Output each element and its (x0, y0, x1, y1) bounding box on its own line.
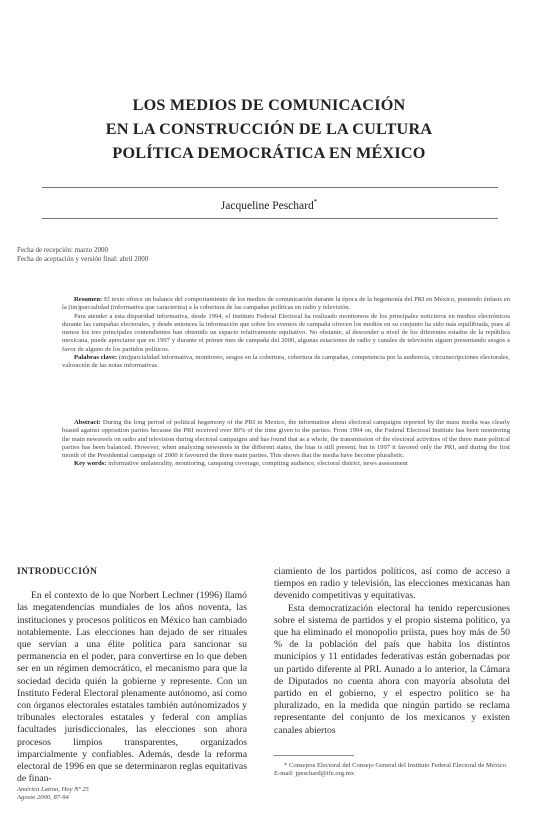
resumen-text-2: Para atender a esta disparidad informativa, desde 1994, el Instituto Federal Electoral ha realizado monitoreos de los principales noticieros en medios electrónicos durante las campañas electorales, y desde entonces la información que sobre los eventos de campaña ofrecen los medios en su conjunto ha sido más equilibrada, pues al menos los tres principales contendientes han obtenido un espacio relativamente equitativo. No obstante, al descender a nivel de los diferentes estados de la república mexicana, puede apreciarse que en 1997 y durante el primer mes de campaña del 2000, algunas estaciones de radio y canales de televisión siguen presentando sesgos a favor de alguno de los partidos políticos. (62, 312, 510, 353)
journal-name: América Latina, Hoy Nº 25 (17, 786, 89, 793)
title-rule-top (42, 187, 498, 188)
submission-dates (17, 246, 148, 264)
title-rule-bottom (42, 218, 498, 219)
accepted-date: Fecha de aceptación y versión final: abril 2000 (17, 255, 149, 263)
palabras-clave-text: (im)parcialidad informativa, monitoreo, sesgos en la cobertura, cobertura de campañas, competencia por la audiencia, circunscripciones electorales, valoración de las notas informativas. (62, 354, 510, 370)
body-paragraph: Esta democratización electoral ha tenido repercusiones sobre el sistema de partidos y el propio sistema político, ya que ha eliminado el monopolio priista, pues hoy más de 50 % de la población del país que habita los distintos municipios y 11 entidades federativas están gobernadas por un partido diferente al PRI. Aunado a lo anterior, la Cámara de Diputados no cuenta ahora con mayoría absoluta del partido en el gobierno, y el espectro político se ha pluralizado, en la medida que ningún partido se reclama representante del conjunto de los mexicanos y existen canales abiertos (274, 602, 510, 736)
author (0, 198, 538, 212)
keywords-text: informative unilaterality, monitoring, campaing coverage, compiting audience, electoral district, news assessment (108, 460, 408, 468)
journal-reference (17, 786, 89, 802)
body-column-right (274, 566, 510, 737)
abstract-block (62, 419, 510, 469)
body-paragraph: ciamiento de los partidos políticos, así como de acceso a tiempos en radio y televisión, las elecciones mexicanas han devenido competitivas y equitativas. (274, 566, 510, 602)
palabras-clave-label: Palabras clave: (74, 354, 118, 362)
title-line-2: EN LA CONSTRUCCIÓN DE LA CULTURA (105, 120, 433, 138)
abstract-label: Abstract: (74, 419, 101, 426)
author-name: Jacqueline Peschard (220, 199, 314, 212)
keywords-label: Key words: (74, 460, 107, 468)
resumen-block (62, 296, 510, 371)
body-column-left (17, 566, 247, 785)
received-date: Fecha de recepción: marzo 2000 (17, 246, 108, 254)
resumen-label: Resumen: (74, 296, 103, 303)
author-footnote-mark: * (313, 198, 318, 206)
title-line-1: LOS MEDIOS DE COMUNICACIÓN (132, 96, 406, 114)
footnote-rule (274, 755, 354, 756)
title-line-3: POLÍTICA DEMOCRÁTICA EN MÉXICO (112, 144, 426, 162)
footnote: * Consejera Electoral del Consejo General del Instituto Federal Electoral de México. E-mail: jpeschard@ife.org.mx (274, 762, 508, 777)
resumen-text-1: El texto ofrece un balance del comportamiento de los medios de comunicación durante la época de la hegemonía del PRI en México, poniendo énfasis en la (im)parcialidad (informativa que caracteriza) a la cobertura de las campañas políticas en radio y televisión. (62, 296, 510, 312)
abstract-text: During the long period of political hegemony of the PRI in Mexico, the information about electoral campaigns reported by the mass media was clearly biased against opposition parties because the PRI received over 80% of the time given to the parties. From 1994 on, the Federal Electoral Institute has been monitoring the main newsreels on radio and television during electoral campaigns and has found that as a whole, the transmission of the electoral activities of the three main political parties has been balanced. However, when analyzing newsreels in the different states, the bias is still present, but in 1997 it favored only the PRI, and during the first month of the Presidential campaign of 2000 it favoured the three main parties. This shows that the media have become pluralistic. (62, 419, 510, 460)
article-title (40, 93, 498, 165)
journal-issue: Agosto 2000, 87-94 (17, 794, 69, 801)
body-paragraph: En el contexto de lo que Norbert Lechner (1996) llamó las megatendencias mundiales de los años noventa, las instituciones y procesos políticos en México han cambiado notablemente. Las elecciones han dejado de ser rituales que servían a una élite política para sancionar su permanencia en el poder, para convertirse en lo que deben ser en un régimen democrático, el mecanismo para que la sociedad decida quién la gobierne y represente. Con un Instituto Federal Electoral plenamente autónomo, así como con órganos electorales estatales también autónomizados y tribunales electorales estatales y federal con amplias facultades jurisdiccionales, las elecciones son ahora procesos limpios transparentes, organizados imparcialmente y confiables. Además, desde la reforma electoral de 1996 en que se determinaron reglas equitativas de finan- (17, 590, 247, 785)
section-heading: INTRODUCCIÓN (17, 567, 98, 577)
